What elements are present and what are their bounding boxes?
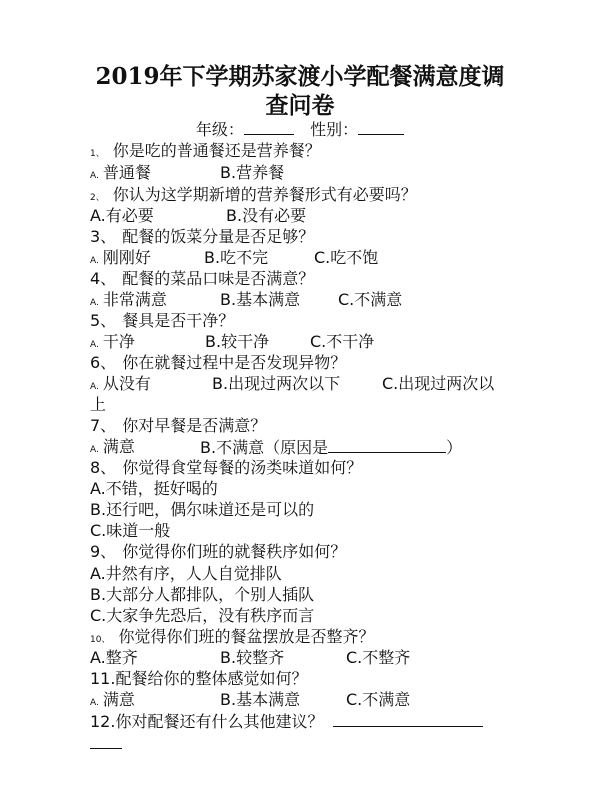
question-text: 配餐给你的整体感觉如何？ — [115, 669, 308, 688]
suggestion-blank-continued[interactable] — [90, 733, 122, 754]
question-number: 12. — [90, 712, 116, 731]
option-a[interactable]: A. 满意 — [90, 690, 135, 709]
question-number: 8、 — [90, 458, 117, 477]
close-paren: ） — [446, 438, 463, 457]
question-text: 你觉得你们班的就餐秩序如何？ — [122, 542, 347, 561]
option-a[interactable]: A.井然有序，人人自觉排队 — [90, 564, 282, 583]
option-a[interactable]: A. 从没有 — [90, 374, 151, 393]
option-c[interactable]: C.出现过两次以 — [382, 374, 495, 393]
question-number: 7、 — [90, 416, 117, 435]
option-a[interactable]: A. 刚刚好 — [90, 248, 151, 267]
option-b[interactable]: B.较整齐 — [220, 648, 285, 667]
grade-gender-row — [0, 120, 600, 140]
page-title-line-1: 2019年下学期苏家渡小学配餐满意度调 — [95, 63, 505, 90]
option-a[interactable]: A. 满意 — [90, 437, 135, 456]
gender-blank[interactable] — [358, 120, 404, 135]
option-b[interactable]: B.还行吧，偶尔味道还是可以的 — [90, 500, 315, 519]
question-text: 你对配餐还有什么其他建议？ — [115, 712, 324, 731]
question-number: 5、 — [90, 311, 117, 330]
question-number: 11. — [90, 669, 116, 688]
question-number: 4、 — [90, 269, 117, 288]
question-6-option-wrap: 上 — [90, 395, 107, 414]
question-9 — [90, 542, 346, 562]
question-text: 餐具是否干净？ — [122, 311, 235, 330]
option-a[interactable]: A. 干净 — [90, 332, 135, 351]
question-text: 你认为这学期新增的营养餐形式有必要吗？ — [112, 185, 417, 204]
option-b[interactable]: B.没有必要 — [226, 206, 307, 225]
question-1 — [90, 141, 321, 164]
question-10 — [90, 627, 374, 650]
question-6 — [90, 353, 346, 373]
option-a[interactable]: A.不错，挺好喝的 — [90, 479, 218, 498]
option-a[interactable]: A.整齐 — [90, 648, 138, 667]
question-4 — [90, 269, 314, 289]
suggestion-blank[interactable] — [333, 711, 483, 727]
grade-label: 年级： — [195, 120, 244, 139]
option-b[interactable]: B.营养餐 — [220, 163, 285, 182]
question-2 — [90, 185, 417, 208]
option-b[interactable]: B.出现过两次以下 — [212, 374, 341, 393]
page-title-line-2: 查问卷 — [265, 92, 335, 119]
question-text: 配餐的饭菜分量是否足够？ — [122, 227, 315, 246]
question-11 — [90, 669, 307, 689]
question-number: 3、 — [90, 227, 117, 246]
option-b[interactable]: B.不满意（原因是 ） — [200, 438, 463, 457]
option-b[interactable]: B.基本满意 — [220, 690, 301, 709]
option-c[interactable]: C.不干净 — [310, 332, 375, 351]
question-text: 你是吃的普通餐还是营养餐？ — [112, 141, 321, 160]
question-text: 你觉得你们班的餐盆摆放是否整齐？ — [118, 627, 375, 646]
option-c[interactable]: C.不满意 — [346, 690, 411, 709]
question-number: 10、 — [90, 635, 111, 645]
option-b[interactable]: B.基本满意 — [220, 290, 301, 309]
question-text: 你对早餐是否满意？ — [122, 416, 267, 435]
option-a[interactable]: A.有必要 — [90, 206, 154, 225]
option-c[interactable]: C.味道一般 — [90, 521, 171, 540]
question-8 — [90, 458, 362, 478]
question-3 — [90, 227, 314, 247]
option-b[interactable]: B.大部分人都排队，个别人插队 — [90, 585, 315, 604]
question-text: 你觉得食堂每餐的汤类味道如何？ — [122, 458, 363, 477]
option-c[interactable]: C.不整齐 — [346, 648, 411, 667]
question-5 — [90, 311, 234, 331]
question-number: 1、 — [90, 149, 105, 159]
option-a[interactable]: A. 非常满意 — [90, 290, 167, 309]
grade-blank[interactable] — [244, 120, 294, 135]
question-12 — [90, 711, 483, 732]
question-7 — [90, 416, 266, 436]
option-b[interactable]: B.吃不完 — [204, 248, 269, 267]
gender-label: 性别： — [310, 120, 359, 139]
question-number: 6、 — [90, 353, 117, 372]
option-c[interactable]: C.大家争先恐后，没有秩序而言 — [90, 606, 315, 625]
option-c[interactable]: C.吃不饱 — [314, 248, 379, 267]
reason-blank[interactable] — [328, 437, 446, 453]
question-number: 2、 — [90, 193, 105, 203]
question-number: 9、 — [90, 542, 117, 561]
question-text: 你在就餐过程中是否发现异物？ — [122, 353, 347, 372]
option-b[interactable]: B.较干净 — [205, 332, 270, 351]
question-text: 配餐的菜品口味是否满意？ — [122, 269, 315, 288]
option-c[interactable]: C.不满意 — [338, 290, 403, 309]
option-a[interactable]: A. 普通餐 — [90, 163, 151, 182]
